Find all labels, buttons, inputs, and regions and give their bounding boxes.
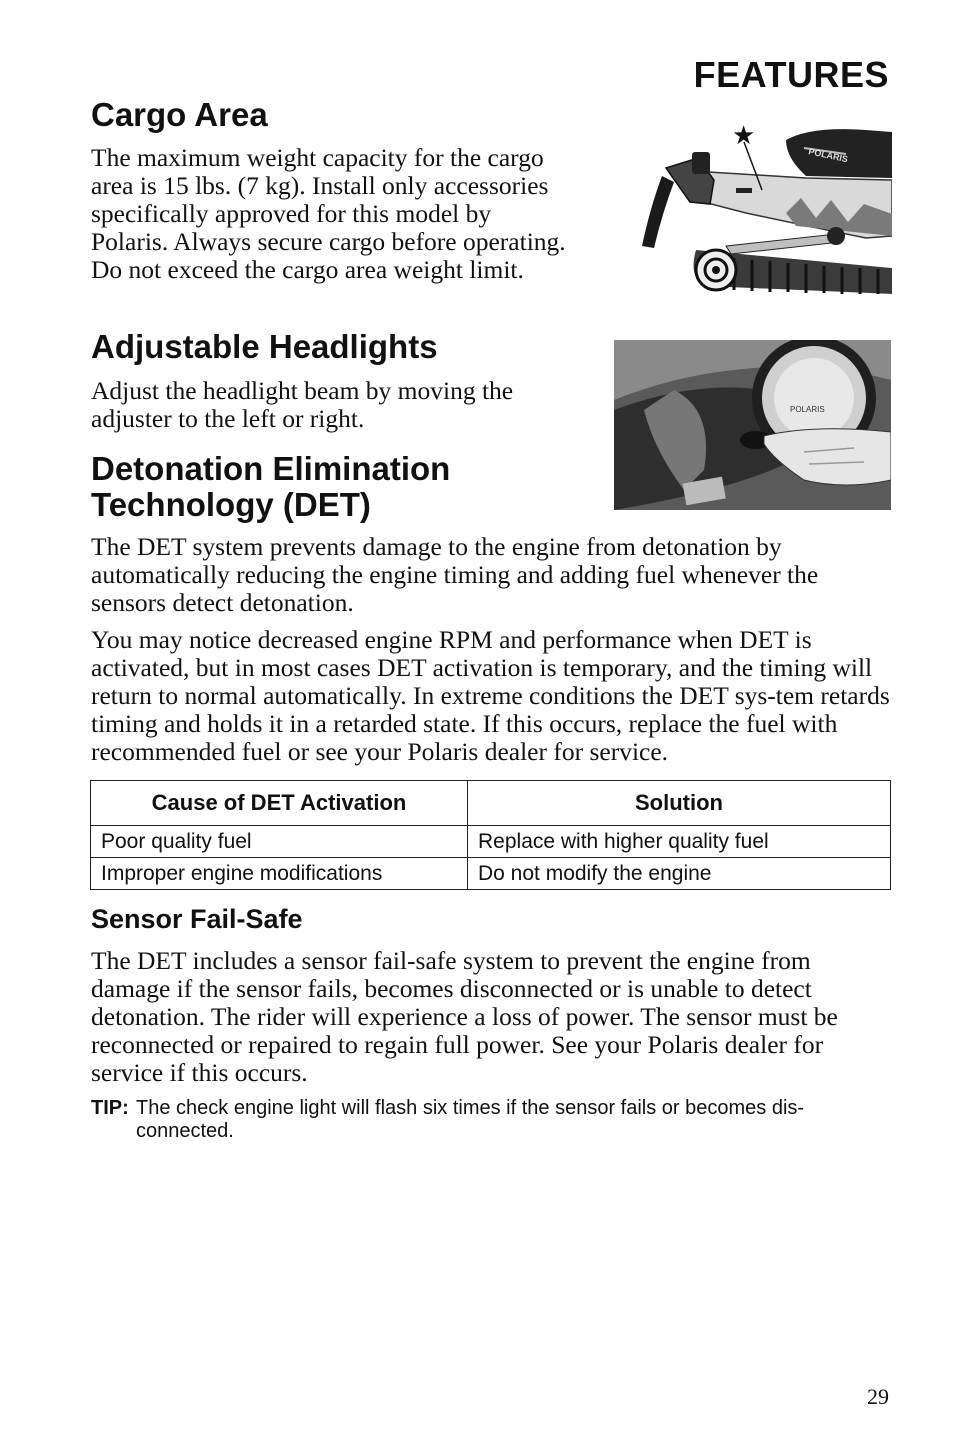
cargo-area-heading: Cargo Area <box>91 96 268 133</box>
det-activation-table <box>90 780 891 890</box>
cargo-area-photo <box>636 118 892 304</box>
page-number: 29 <box>867 1384 889 1409</box>
table-cell-cause: Poor quality fuel <box>91 826 468 858</box>
sensor-fail-safe-text: The DET includes a sensor fail-safe system to prevent the engine from damage if the sensor fails, becomes disconnected or is unable to detect detonation. The rider will experience a loss of power. The sensor must be reconnected or repaired to regain full power. See your Polaris dealer for service if this occurs. <box>91 946 838 1087</box>
tip-text: The check engine light will flash six times if the sensor fails or becomes dis-connected. <box>136 1097 805 1142</box>
table-cell-solution: Do not modify the engine <box>468 858 891 890</box>
snowmobile-rear-illustration <box>636 118 892 304</box>
table-header-cause: Cause of DET Activation <box>91 781 468 826</box>
table-header-row <box>91 781 891 826</box>
dashboard-illustration <box>614 340 891 510</box>
det-heading: Detonation Elimination Technology (DET) <box>91 450 451 523</box>
sensor-fail-safe-heading: Sensor Fail-Safe <box>91 904 303 934</box>
section-header: FEATURES <box>693 54 889 95</box>
polaris-seat-logo: POLARIS <box>807 146 849 165</box>
table-row <box>91 858 891 890</box>
star-marker-icon: ★ <box>732 121 756 151</box>
table-row <box>91 826 891 858</box>
table-cell-cause: Improper engine modifications <box>91 858 468 890</box>
det-paragraph-2: You may notice decreased engine RPM and performance when DET is activated, but in most cases DET activation is temporary, and the timing will return to normal automatically. In extreme conditions the DET sys-tem retards timing and holds it in a retarded state. If this occurs, replace the fuel with recommended fuel or see your Polaris dealer for service. <box>91 625 890 766</box>
adjustable-headlights-text: Adjust the headlight beam by moving the adjuster to the left or right. <box>91 376 514 433</box>
table-header-solution: Solution <box>468 781 891 826</box>
gauge-brand-text: POLARIS <box>790 405 825 414</box>
det-paragraph-1: The DET system prevents damage to the engine from detonation by automatically reducing the engine timing and adding fuel whenever the sensors detect detonation. <box>91 532 819 617</box>
tip-note <box>91 1097 891 1143</box>
tip-label: TIP: <box>91 1097 129 1119</box>
cargo-area-text: The maximum weight capacity for the cargo area is 15 lbs. (7 kg). Install only accessories specifically approved for this model by Polaris. Always secure cargo before operating. Do not exceed the cargo area weight limit. <box>91 143 566 284</box>
headlight-adjuster-photo <box>614 340 891 510</box>
adjustable-headlights-heading: Adjustable Headlights <box>91 328 438 365</box>
table-cell-solution: Replace with higher quality fuel <box>468 826 891 858</box>
